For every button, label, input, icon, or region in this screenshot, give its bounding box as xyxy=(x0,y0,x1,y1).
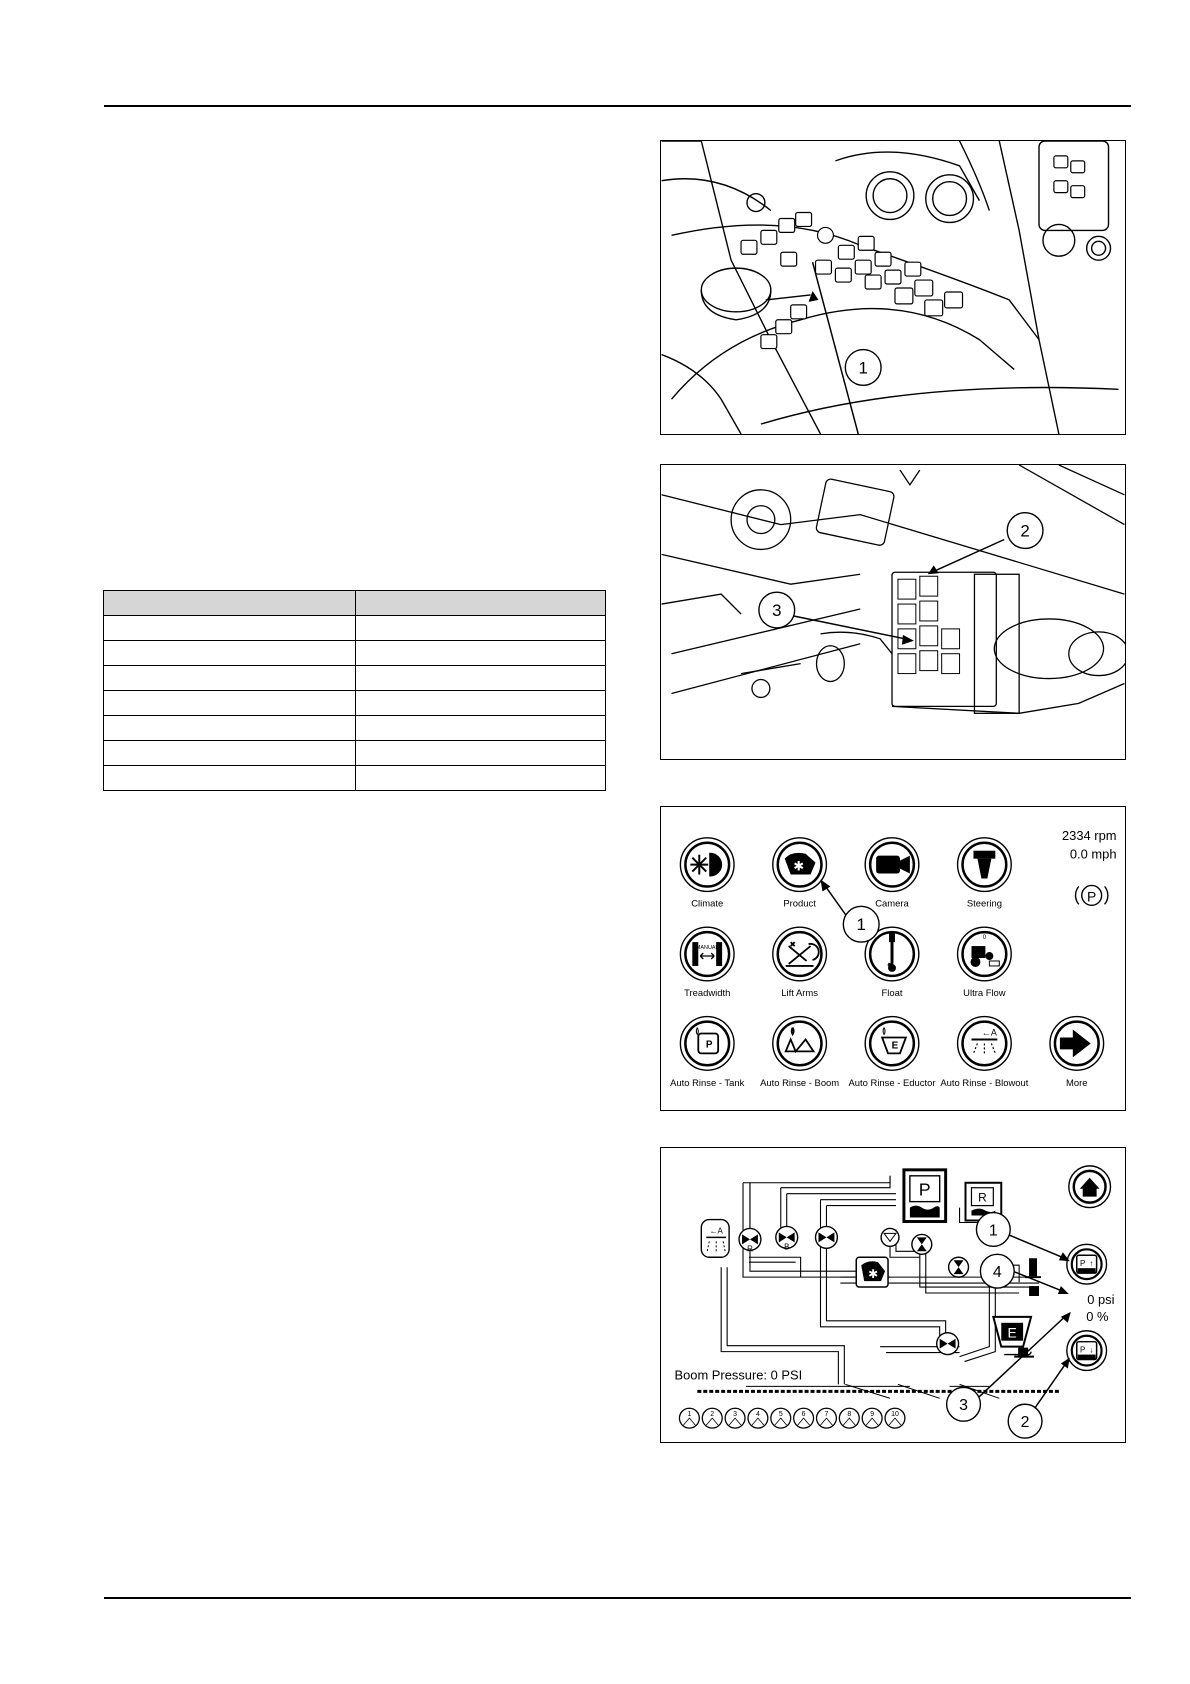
footer-rule xyxy=(104,1597,1131,1599)
arrow-up-icon: ↑ xyxy=(1089,1259,1094,1269)
svg-text:2: 2 xyxy=(710,1411,715,1419)
table-row xyxy=(104,691,606,716)
svg-text:E: E xyxy=(891,1040,899,1052)
auto-rinse-eductor-button[interactable] xyxy=(849,1017,936,1089)
section-button[interactable] xyxy=(771,1408,791,1428)
product-button[interactable] xyxy=(773,838,827,909)
figure-product-screen xyxy=(660,1147,1126,1443)
svg-text:P: P xyxy=(1080,1259,1086,1269)
svg-text:Camera: Camera xyxy=(875,897,909,909)
svg-text:B: B xyxy=(784,1242,790,1252)
callout-1 xyxy=(843,906,879,942)
ultra-flow-button[interactable] xyxy=(958,927,1012,998)
steering-button[interactable] xyxy=(958,838,1012,909)
treadwidth-button[interactable] xyxy=(680,927,734,998)
table-row xyxy=(104,641,606,666)
section-button[interactable] xyxy=(748,1408,768,1428)
svg-text:4: 4 xyxy=(755,1411,760,1419)
section-button[interactable] xyxy=(862,1408,882,1428)
svg-text:Steering: Steering xyxy=(966,897,1002,909)
auto-rinse-blowout-button[interactable] xyxy=(940,1017,1028,1089)
climate-button[interactable] xyxy=(680,838,734,909)
header-rule xyxy=(104,105,1131,107)
percent-readout: 0 % xyxy=(1086,1308,1109,1324)
svg-text:Lift Arms: Lift Arms xyxy=(781,986,818,998)
rpm-readout: 2334 rpm xyxy=(1061,827,1117,843)
svg-text:P: P xyxy=(918,1179,931,1200)
table-row xyxy=(104,766,606,791)
svg-text:Float: Float xyxy=(881,986,903,998)
svg-text:9: 9 xyxy=(870,1411,875,1419)
svg-text:✱: ✱ xyxy=(868,1267,879,1282)
svg-text:3: 3 xyxy=(959,1397,968,1415)
valve-r[interactable] xyxy=(739,1228,761,1253)
product-pump-icon[interactable] xyxy=(856,1257,888,1287)
section-button[interactable] xyxy=(702,1408,722,1428)
svg-text:Auto Rinse - Tank: Auto Rinse - Tank xyxy=(670,1077,745,1089)
svg-text:←A: ←A xyxy=(981,1027,997,1038)
svg-text:More: More xyxy=(1066,1077,1088,1089)
more-button[interactable] xyxy=(1050,1017,1104,1089)
svg-text:3: 3 xyxy=(772,600,782,620)
home-button[interactable] xyxy=(1069,1166,1111,1208)
svg-text:Product: Product xyxy=(783,897,816,909)
callout-4 xyxy=(980,1254,1014,1288)
section-button[interactable] xyxy=(679,1408,699,1428)
camera-icon xyxy=(876,856,910,874)
auto-rinse-boom-button[interactable] xyxy=(760,1017,839,1089)
product-screen xyxy=(661,1148,1125,1442)
section-button[interactable] xyxy=(839,1408,859,1428)
check-valve[interactable] xyxy=(881,1228,899,1246)
svg-text:P: P xyxy=(1080,1345,1086,1355)
svg-text:Treadwidth: Treadwidth xyxy=(684,986,731,998)
section-button[interactable] xyxy=(817,1408,837,1428)
svg-text:5: 5 xyxy=(778,1411,783,1419)
pressure-readout: 0 psi xyxy=(1087,1291,1115,1307)
svg-text:✱: ✱ xyxy=(793,858,805,874)
callout-1 xyxy=(845,350,881,386)
section-button[interactable] xyxy=(725,1408,745,1428)
table-row xyxy=(104,716,606,741)
svg-text:R: R xyxy=(978,1190,987,1205)
valve[interactable] xyxy=(937,1333,959,1355)
speed-readout: 0.0 mph xyxy=(1069,846,1117,862)
valve[interactable] xyxy=(816,1226,838,1248)
table-header-row xyxy=(104,591,606,616)
svg-text:0: 0 xyxy=(982,935,987,942)
spec-table xyxy=(103,590,606,791)
arrow-down-icon: ↓ xyxy=(1089,1345,1094,1355)
svg-text:E: E xyxy=(1007,1324,1017,1341)
figure-home-screen xyxy=(660,806,1126,1111)
table-row xyxy=(104,616,606,641)
svg-text:P: P xyxy=(705,1039,713,1051)
console-illustration xyxy=(661,141,1125,434)
boom-sections xyxy=(679,1408,904,1428)
pressure-increase-button[interactable] xyxy=(1067,1244,1107,1284)
svg-text:P: P xyxy=(1087,888,1097,905)
callout-3 xyxy=(759,592,795,628)
valve-b[interactable] xyxy=(776,1226,798,1251)
lift-arms-button[interactable] xyxy=(773,927,827,998)
figure-control-box xyxy=(660,464,1126,760)
svg-text:Ultra Flow: Ultra Flow xyxy=(963,986,1006,998)
camera-button[interactable] xyxy=(865,838,919,909)
svg-text:4: 4 xyxy=(992,1264,1002,1282)
svg-text:1: 1 xyxy=(856,915,866,935)
home-screen xyxy=(661,807,1125,1110)
section-button[interactable] xyxy=(885,1408,905,1428)
callout-1 xyxy=(976,1213,1010,1247)
boom-pressure-readout: Boom Pressure: 0 PSI xyxy=(674,1367,803,1383)
callout-2 xyxy=(1007,513,1043,549)
svg-text:10: 10 xyxy=(891,1411,899,1419)
figure-console xyxy=(660,140,1126,435)
flow-meter[interactable] xyxy=(912,1234,932,1254)
flow-meter[interactable] xyxy=(949,1257,969,1277)
svg-text:6: 6 xyxy=(801,1411,806,1419)
callout-2 xyxy=(1008,1404,1042,1438)
table-row xyxy=(104,666,606,691)
svg-text:7: 7 xyxy=(824,1411,829,1419)
svg-text:3: 3 xyxy=(733,1411,738,1419)
svg-text:1: 1 xyxy=(988,1222,998,1240)
control-box-illustration xyxy=(661,465,1125,759)
section-button[interactable] xyxy=(794,1408,814,1428)
pressure-decrease-button[interactable] xyxy=(1067,1331,1107,1371)
svg-text:Climate: Climate xyxy=(691,897,724,909)
blowout-valve-icon[interactable] xyxy=(701,1220,729,1258)
svg-text:R: R xyxy=(747,1244,753,1254)
product-tank-icon[interactable] xyxy=(904,1170,946,1222)
svg-text:2: 2 xyxy=(1020,521,1030,541)
auto-rinse-tank-button[interactable] xyxy=(670,1017,744,1089)
svg-text:1: 1 xyxy=(858,358,868,378)
svg-text:1: 1 xyxy=(687,1411,692,1419)
callout-3 xyxy=(947,1387,981,1421)
table-row xyxy=(104,741,606,766)
svg-text:Auto Rinse - Blowout: Auto Rinse - Blowout xyxy=(940,1077,1029,1089)
svg-text:←A: ←A xyxy=(709,1226,723,1236)
park-brake-indicator xyxy=(1076,885,1108,905)
svg-text:Auto Rinse - Boom: Auto Rinse - Boom xyxy=(760,1077,840,1089)
svg-text:8: 8 xyxy=(847,1411,852,1419)
table-header-cell xyxy=(104,591,356,616)
svg-text:MANUAL: MANUAL xyxy=(695,945,719,952)
table-header-cell xyxy=(356,591,606,616)
svg-text:2: 2 xyxy=(1020,1414,1030,1432)
svg-text:Auto Rinse - Eductor: Auto Rinse - Eductor xyxy=(848,1077,936,1089)
